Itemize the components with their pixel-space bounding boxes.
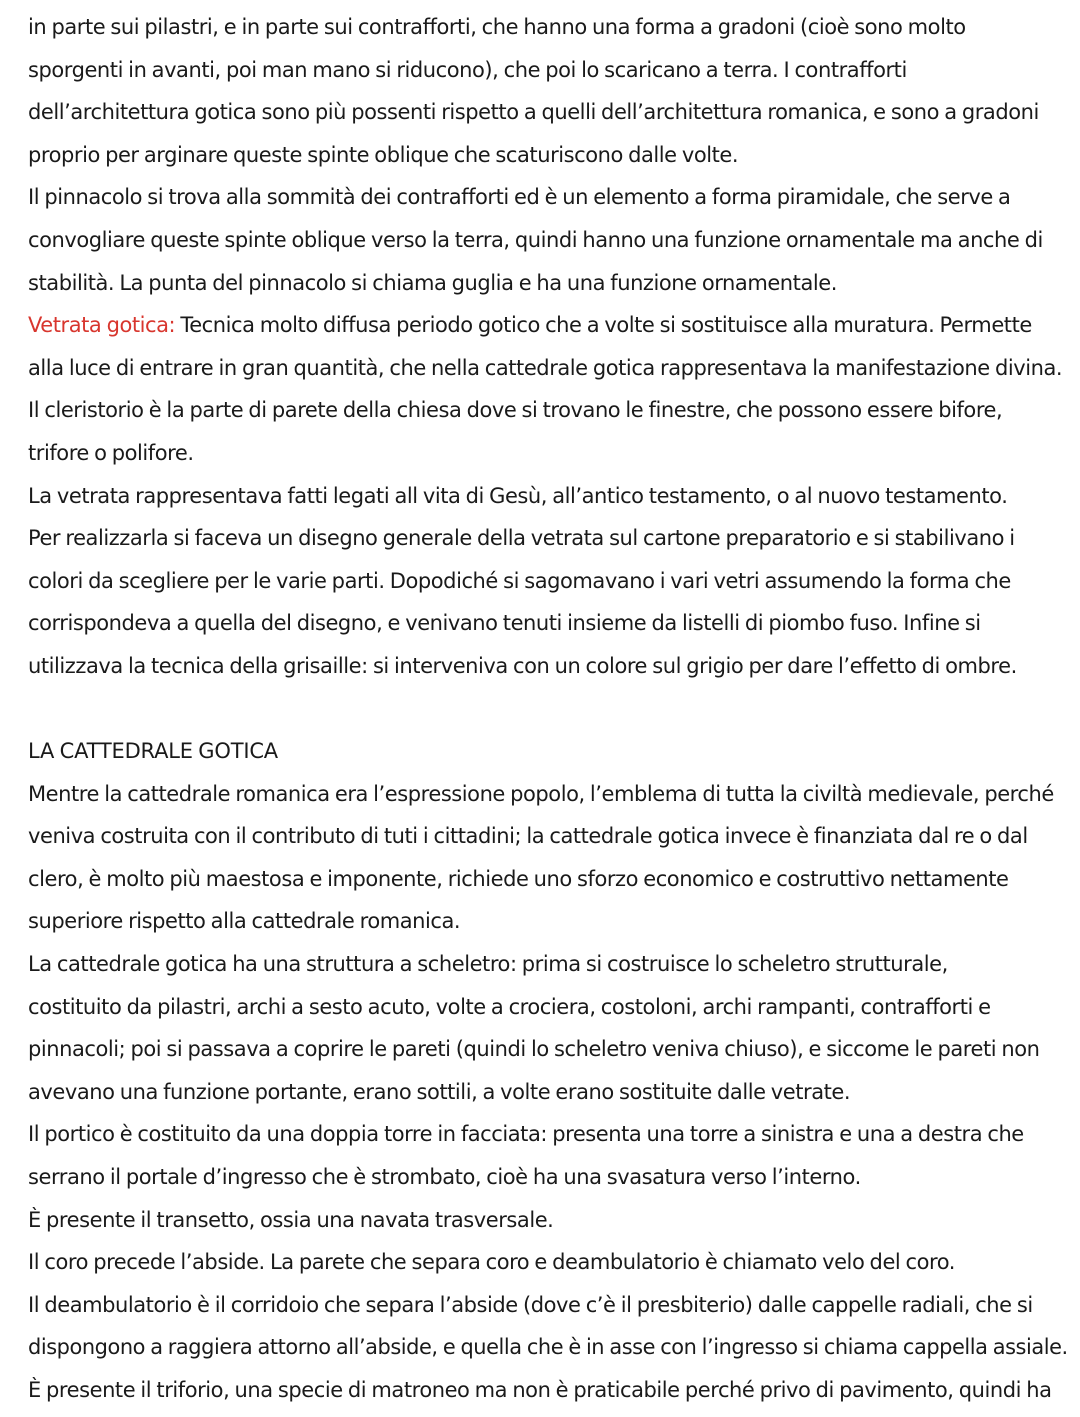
text-line: È presente il transetto, ossia una navata trasversale. [28,1207,554,1232]
vetrata-first-line: Tecnica molto diffusa periodo gotico che a volte si sostituisce alla muratura. Permette [175,313,1032,338]
text-line: clero, è molto più maestosa e imponente, richiede uno sforzo economico e costruttivo nettamente [28,866,1009,891]
text-line: pinnacoli; poi si passava a coprire le pareti (quindi lo scheletro veniva chiuso), e siccome le pareti non [28,1037,1040,1062]
text-line: La vetrata rappresentava fatti legati all vita di Gesù, all’antico testamento, o al nuovo testamento. [28,483,1008,508]
paragraph-contrafforti [28,6,1058,304]
text-line: veniva costruita con il contributo di tuti i cittadini; la cattedrale gotica invece è finanziata dal re o dal [28,824,1028,849]
text-line: Per realizzarla si faceva un disegno generale della vetrata sul cartone preparatorio e si stabilivano i [28,526,1015,551]
text-line: alla luce di entrare in gran quantità, che nella cattedrale gotica rappresentava la manifestazione divina. [28,355,1063,380]
paragraph-vetrata-gotica [28,304,1063,687]
text-line: sporgenti in avanti, poi man mano si riducono), che poi lo scaricano a terra. I contrafforti [28,57,907,82]
text-line: La cattedrale gotica ha una struttura a scheletro: prima si costruisce lo scheletro strutturale, [28,952,948,977]
text-line: in parte sui pilastri, e in parte sui contrafforti, che hanno una forma a gradoni (cioè sono molto [28,15,966,39]
text-line: trifore o polifore. [28,440,194,465]
text-line: corrispondeva a quella del disegno, e venivano tenuti insieme da listelli di piombo fuso. Infine si [28,611,981,636]
text-line [28,304,1058,347]
text-line: È presente il triforio, una specie di matroneo ma non è praticabile perché privo di pavimento, quindi ha [28,1378,1052,1402]
text-line: proprio per arginare queste spinte oblique che scaturiscono dalle volte. [28,142,739,167]
text-line: Il pinnacolo si trova alla sommità dei contrafforti ed è un elemento a forma piramidale, che serve a [28,185,1011,210]
text-line: Il portico è costituito da una doppia torre in facciata: presenta una torre a sinistra e una a destra che [28,1122,1024,1147]
text-line: superiore rispetto alla cattedrale romanica. [28,909,461,934]
text-line: convogliare queste spinte oblique verso la terra, quindi hanno una funzione ornamentale ma anche di [28,227,1043,252]
text-line: Mentre la cattedrale romanica era l’espressione popolo, l’emblema di tutta la civiltà medievale, perché [28,781,1054,806]
text-line: dispongono a raggiera attorno all’abside, e quella che è in asse con l’ingresso si chiama cappella assiale. [28,1335,1068,1360]
text-line: dell’architettura gotica sono più possenti rispetto a quelli dell’architettura romanica, e sono a gradoni [28,100,1039,125]
text-line: Il coro precede l’abside. La parete che separa coro e deambulatorio è chiamato velo del coro. [28,1250,955,1275]
text-line: colori da scegliere per le varie parti. Dopodiché si sagomavano i vari vetri assumendo la forma che [28,568,1011,593]
paragraph-spacer [28,688,1058,731]
document-page [28,6,1068,1412]
text-line: Il cleristorio è la parte di parete della chiesa dove si trovano le finestre, che possono essere bifore, [28,398,1003,423]
text-line: costituito da pilastri, archi a sesto acuto, volte a crociera, costoloni, archi rampanti, contrafforti e [28,994,991,1019]
text-line: utilizzava la tecnica della grisaille: si interveniva con un colore sul grigio per dare l’effetto di ombre. [28,653,1017,678]
section-cattedrale-gotica [28,730,1068,1412]
text-line: serrano il portale d’ingresso che è strombato, cioè ha una svasatura verso l’interno. [28,1165,861,1190]
text-line: Il deambulatorio è il corridoio che separa l’abside (dove c’è il presbiterio) dalle cappelle radiali, che si [28,1292,1033,1317]
vetrata-gotica-label: Vetrata gotica: [28,313,176,338]
text-line: stabilità. La punta del pinnacolo si chiama guglia e ha una funzione ornamentale. [28,270,837,295]
text-line: avevano una funzione portante, erano sottili, a volte erano sostituite dalle vetrate. [28,1079,851,1104]
section-heading: LA CATTEDRALE GOTICA [28,739,278,764]
